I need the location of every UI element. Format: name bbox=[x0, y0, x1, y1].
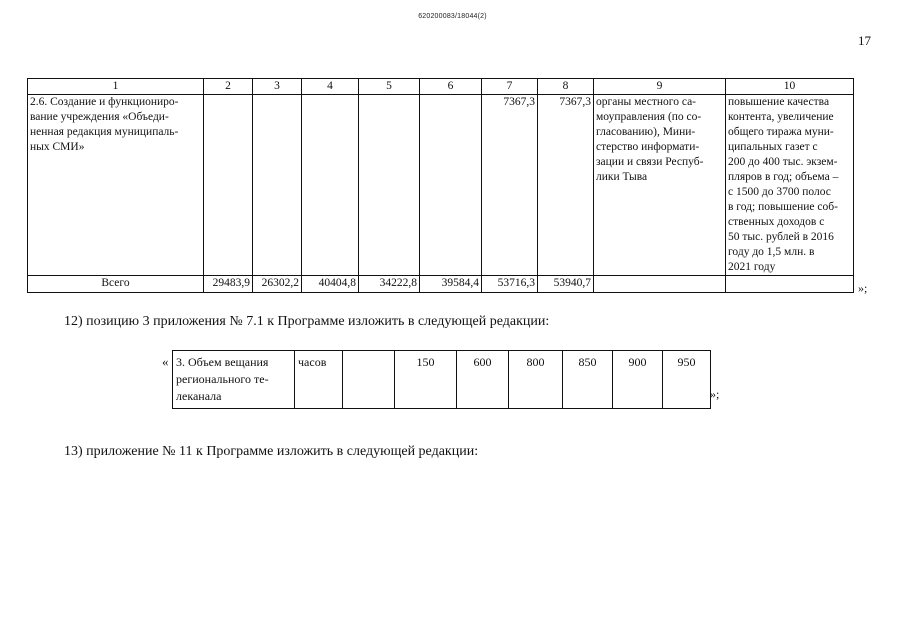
header-cell: 3 bbox=[253, 79, 302, 95]
executors-cell: органы местного са- моуправления (по со- гласованию), Мини- стерство информати- зации и связи Респуб- лики Тыва bbox=[594, 95, 726, 276]
value-cell: 900 bbox=[613, 351, 663, 409]
table-row bbox=[173, 351, 711, 409]
total-value: 40404,8 bbox=[302, 276, 359, 293]
table-cell bbox=[253, 95, 302, 276]
total-value: 26302,2 bbox=[253, 276, 302, 293]
total-value: 39584,4 bbox=[420, 276, 482, 293]
paragraph-13: 13) приложение № 11 к Программе изложить в следующей редакции: bbox=[64, 444, 479, 459]
value-cell: 600 bbox=[457, 351, 509, 409]
table-cell: 7367,3 bbox=[538, 95, 594, 276]
header-cell: 5 bbox=[359, 79, 420, 95]
paragraph-12: 12) позицию 3 приложения № 7.1 к Программе изложить в следующей редакции: bbox=[64, 314, 550, 329]
header-cell: 6 bbox=[420, 79, 482, 95]
table-cell: 7367,3 bbox=[482, 95, 538, 276]
table-cell bbox=[343, 351, 395, 409]
document-id: 620200083/18044(2) bbox=[418, 13, 487, 20]
value-cell: 150 bbox=[395, 351, 457, 409]
table-row bbox=[28, 95, 854, 276]
table-cell bbox=[302, 95, 359, 276]
header-cell: 9 bbox=[594, 79, 726, 95]
header-cell: 1 bbox=[28, 79, 204, 95]
total-value: 29483,9 bbox=[204, 276, 253, 293]
value-cell: 850 bbox=[563, 351, 613, 409]
total-value: 34222,8 bbox=[359, 276, 420, 293]
expected-results-cell: повышение качества контента, увеличение общего тиража муни- ципальных газет с 200 до 400 тыс. экзем- пляров в год; объема – с 1500 до 3700 полос в год; повышение соб- ственных доходов с 50 тыс. рублей в 2016 году до 1,5 млн. в 2021 году bbox=[726, 95, 854, 276]
total-row bbox=[28, 276, 854, 293]
value-cell: 950 bbox=[663, 351, 711, 409]
header-cell: 7 bbox=[482, 79, 538, 95]
value-cell: 800 bbox=[509, 351, 563, 409]
header-cell: 2 bbox=[204, 79, 253, 95]
table-cell bbox=[420, 95, 482, 276]
program-table bbox=[27, 78, 854, 293]
table-cell bbox=[726, 276, 854, 293]
closing-quote: »; bbox=[710, 387, 720, 401]
closing-quote: »; bbox=[858, 281, 868, 295]
total-label: Всего bbox=[28, 276, 204, 293]
table-cell bbox=[594, 276, 726, 293]
header-cell: 4 bbox=[302, 79, 359, 95]
opening-quote: « bbox=[162, 354, 169, 369]
measure-name-cell: 2.6. Создание и функциониро- вание учреждения «Объеди- ненная редакция муниципаль- ных СМИ» bbox=[28, 95, 204, 276]
total-value: 53716,3 bbox=[482, 276, 538, 293]
page-number: 17 bbox=[858, 33, 871, 48]
unit-cell: часов bbox=[295, 351, 343, 409]
header-cell: 10 bbox=[726, 79, 854, 95]
table-cell bbox=[204, 95, 253, 276]
header-cell: 8 bbox=[538, 79, 594, 95]
total-value: 53940,7 bbox=[538, 276, 594, 293]
indicator-name-cell: 3. Объем вещания регионального те- леканала bbox=[173, 351, 295, 409]
table-cell bbox=[359, 95, 420, 276]
broadcast-table bbox=[172, 350, 711, 409]
table-header-row bbox=[28, 79, 854, 95]
